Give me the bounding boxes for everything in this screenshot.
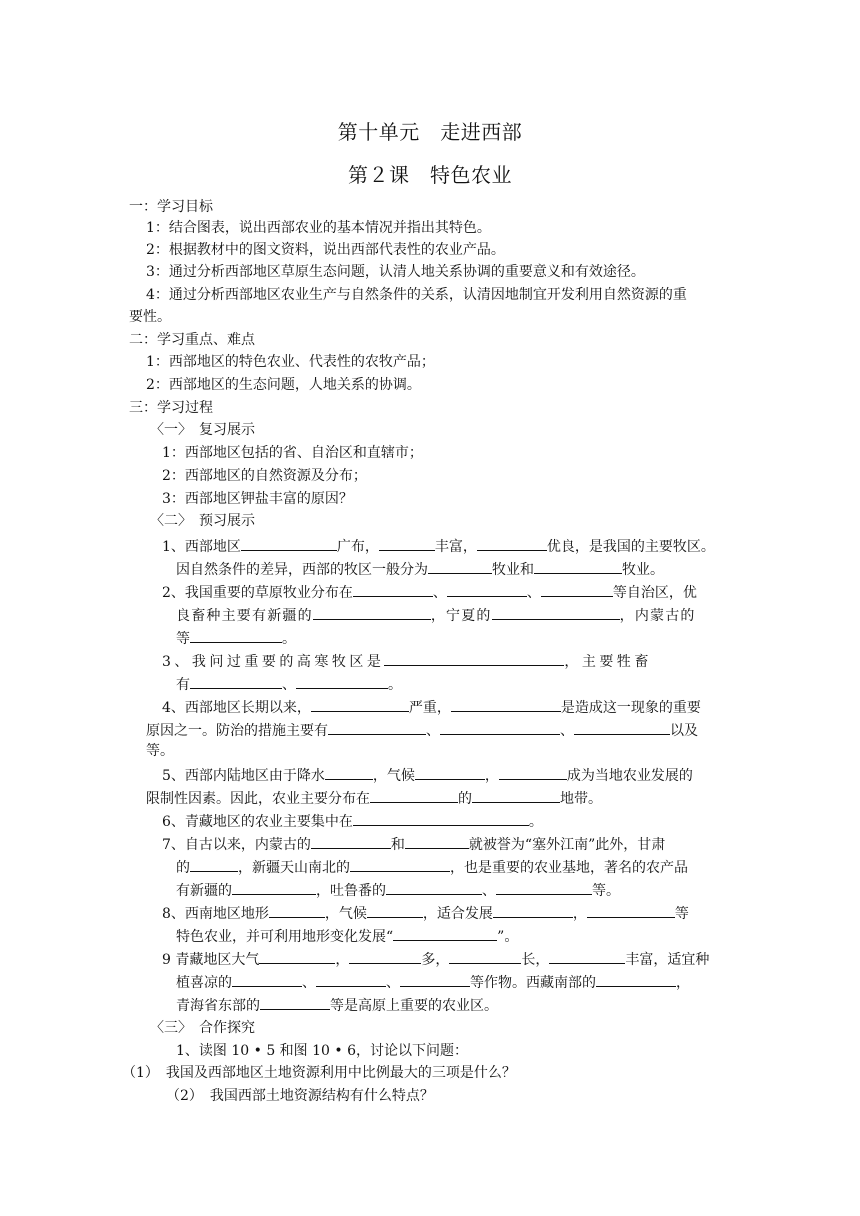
blank[interactable] <box>311 833 391 849</box>
blank[interactable] <box>370 787 458 803</box>
preview-q7-line3: 有新疆的 ，吐鲁番的 、 等。 <box>176 879 620 901</box>
goals-heading: 一：学习目标 <box>129 199 213 215</box>
blank[interactable] <box>384 650 564 666</box>
preview-q3-line1: 3、我问过重要的高寒牧区是 ，主要牲畜 <box>162 650 652 672</box>
blank[interactable] <box>574 719 670 735</box>
blank[interactable] <box>496 879 592 895</box>
blank[interactable] <box>232 971 302 987</box>
preview-q4-line3: 等。 <box>146 743 174 759</box>
blank[interactable] <box>549 948 625 964</box>
blank[interactable] <box>449 948 521 964</box>
goal-item: 4：通过分析西部地区农业生产与自然条件的关系，认清因地制宜开发利用自然资源的重 <box>146 287 687 303</box>
preview-q7-line1: 7、自古以来，内蒙古的 和 就被誉为“塞外江南”此外，甘肃 <box>162 833 665 855</box>
blank[interactable] <box>415 764 485 780</box>
preview-heading: 〈二〉 预习展示 <box>150 513 255 529</box>
blank[interactable] <box>596 971 676 987</box>
blank[interactable] <box>477 535 547 551</box>
focus-heading: 二：学习重点、难点 <box>129 332 255 348</box>
preview-q8-line1: 8、西南地区地形 ，气候 ，适合发展 ， 等 <box>162 902 689 924</box>
blank[interactable] <box>447 581 527 597</box>
process-heading: 三：学习过程 <box>129 400 213 416</box>
preview-q4-line2: 原因之一。防治的措施主要有 、 、 以及 <box>146 719 698 741</box>
blank[interactable] <box>296 673 388 689</box>
preview-q2-line2: 良畜种主要有新疆的 ，宁夏的 ，内蒙古的 <box>176 604 696 626</box>
blank[interactable] <box>400 971 470 987</box>
blank[interactable] <box>367 902 423 918</box>
blank[interactable] <box>241 535 337 551</box>
review-item: 3：西部地区钾盐丰富的原因？ <box>162 491 353 507</box>
preview-q1-line2: 因自然条件的差异，西部的牧区一般分为 牧业和 牧业。 <box>176 558 664 580</box>
blank[interactable] <box>313 604 431 620</box>
goal-item: 1：结合图表，说出西部农业的基本情况并指出其特色。 <box>146 220 491 236</box>
preview-q9-line3: 青海省东部的 等是高原上重要的农业区。 <box>176 994 498 1016</box>
preview-q7-line2: 的 ，新疆天山南北的 ，也是重要的农业基地，著名的农产品 <box>176 856 688 878</box>
preview-q8-line2: 特色农业，并可利用地形变化发展“ ”。 <box>176 925 518 947</box>
blank[interactable] <box>353 581 433 597</box>
blank[interactable] <box>325 764 373 780</box>
blank[interactable] <box>379 535 435 551</box>
blank[interactable] <box>232 879 316 895</box>
blank[interactable] <box>492 604 620 620</box>
blank[interactable] <box>349 948 421 964</box>
review-heading: 〈一〉 复习展示 <box>150 422 255 438</box>
cooperate-question: （1） 我国及西部地区土地资源利用中比例最大的三项是什么？ <box>122 1065 516 1081</box>
blank[interactable] <box>260 994 330 1010</box>
preview-q1-line1: 1、西部地区 广布， 丰富， 优良，是我国的主要牧区。 <box>162 535 715 557</box>
blank[interactable] <box>499 764 567 780</box>
blank[interactable] <box>534 558 622 574</box>
focus-item: 2：西部地区的生态问题，人地关系的协调。 <box>146 377 421 393</box>
blank[interactable] <box>190 673 282 689</box>
preview-q4-line1: 4、西部地区长期以来， 严重， 是造成这一现象的重要 <box>162 696 701 718</box>
blank[interactable] <box>190 627 282 643</box>
lesson-title: 第２课 特色农业 <box>348 163 512 187</box>
preview-q9-line2: 植喜凉的 、 、 等作物。西藏南部的 ， <box>176 971 690 993</box>
review-item: 2：西部地区的自然资源及分布； <box>162 468 367 484</box>
blank[interactable] <box>311 696 409 712</box>
blank[interactable] <box>440 719 560 735</box>
goal-item: 3：通过分析西部地区草原生态问题，认清人地关系协调的重要意义和有效途径。 <box>146 264 645 280</box>
blank[interactable] <box>328 719 426 735</box>
preview-q2-line3: 等 。 <box>176 627 296 649</box>
preview-q9-line1: 9 青藏地区大气 ， 多， 长， 丰富，适宜种 <box>162 948 709 970</box>
preview-q3-line2: 有 、 。 <box>176 673 402 695</box>
blank[interactable] <box>493 902 573 918</box>
blank[interactable] <box>541 581 613 597</box>
blank[interactable] <box>428 558 492 574</box>
cooperate-intro: 1、读图 10 • 5 和图 10 • 6，讨论以下问题： <box>176 1043 469 1059</box>
blank[interactable] <box>269 902 325 918</box>
blank[interactable] <box>190 856 238 872</box>
preview-q2-line1: 2、我国重要的草原牧业分布在 、 、 等自治区，优 <box>162 581 697 603</box>
blank[interactable] <box>259 948 335 964</box>
review-item: 1：西部地区包括的省、自治区和直辖市； <box>162 445 423 461</box>
preview-q6: 6、青藏地区的农业主要集中在 。 <box>162 810 543 832</box>
blank[interactable] <box>451 696 561 712</box>
blank[interactable] <box>472 787 560 803</box>
goal-item-cont: 要性。 <box>129 309 171 325</box>
focus-item: 1：西部地区的特色农业、代表性的农牧产品； <box>146 354 435 370</box>
blank[interactable] <box>393 925 497 941</box>
preview-q5-line2: 限制性因素。因此，农业主要分布在 的 地带。 <box>146 787 602 809</box>
blank[interactable] <box>353 810 529 826</box>
blank[interactable] <box>386 879 482 895</box>
blank[interactable] <box>405 833 469 849</box>
cooperate-heading: 〈三〉 合作探究 <box>150 1020 255 1036</box>
cooperate-question: （2） 我国西部土地资源结构有什么特点？ <box>166 1088 434 1104</box>
blank[interactable] <box>316 971 386 987</box>
preview-q5-line1: 5、西部内陆地区由于降水 ，气候 ， 成为当地农业发展的 <box>162 764 693 786</box>
blank[interactable] <box>350 856 450 872</box>
blank[interactable] <box>587 902 675 918</box>
unit-title: 第十单元 走进西部 <box>337 120 523 144</box>
goal-item: 2：根据教材中的图文资料，说出西部代表性的农业产品。 <box>146 242 505 258</box>
